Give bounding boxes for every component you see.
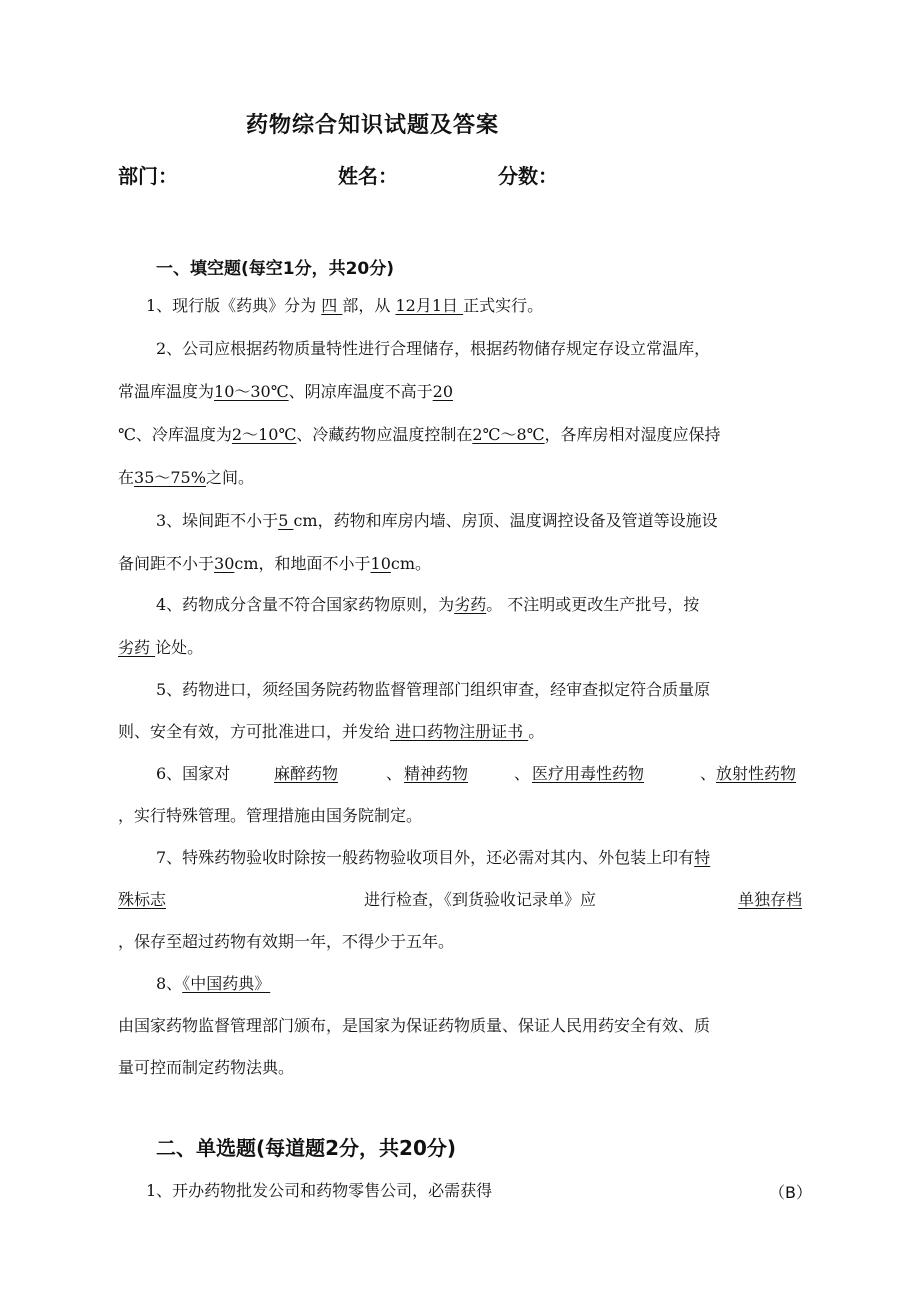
q4-line1: 4、药物成分含量不符合国家药物原则，为劣药。 不注明或更改生产批号，按 [156,595,700,614]
section2-heading: 二、单选题(每道题2分，共20分) [156,1136,457,1160]
q7-line3: ，保存至超过药物有效期一年，不得少于五年。 [118,932,455,951]
dept-label: 部门： [118,164,178,188]
q6-blank-radioactive: 放射性药物 [716,764,797,783]
page-title: 药物综合知识试题及答案 [246,113,500,138]
q6-blank-toxic: 医疗用毒性药物 [532,764,645,783]
s2-q1-answer: （B） [769,1183,812,1202]
q3-line2: 备间距不小于30cm，和地面不小于10cm。 [118,554,432,573]
q8-line3: 量可控而制定药物法典。 [118,1058,295,1077]
q6-line2: ，实行特殊管理。管理措施由国务院制定。 [118,806,423,825]
q7-line2-mid: 进行检查，《到货验收记录单》应 [364,890,597,909]
q2-line4: 在35～75%之间。 [118,468,254,487]
s2-q1-text: 1、开办药物批发公司和药物零售公司，必需获得 [146,1181,493,1200]
q6-sep2: 、 [514,764,531,783]
q7-blank-mark: 殊标志 [118,890,167,909]
q7-line1: 7、特殊药物验收时除按一般药物验收项目外，还必需对其内、外包装上印有特 [156,848,711,867]
q6-blank-narcotic: 麻醉药物 [274,764,339,783]
q5-line2: 则、安全有效，方可批准进口，并发给 进口药物注册证书 。 [118,722,545,741]
q7-blank-archive: 单独存档 [738,890,803,909]
q6-sep3: 、 [700,764,717,783]
q1-line: 1、现行版《药典》分为 四 部，从 12月1日 正式实行。 [146,296,544,315]
q8-line2: 由国家药物监督管理部门颁布，是国家为保证药物质量、保证人民用药安全有效、质 [118,1016,711,1035]
q4-line2: 劣药 论处。 [118,638,204,657]
q2-line2: 常温库温度为10～30℃、阴凉库温度不高于20 [118,382,454,401]
score-label: 分数： [498,164,558,188]
q5-line1: 5、药物进口，须经国务院药物监督管理部门组织审查，经审查拟定符合质量原 [156,680,711,699]
q2-line1: 2、公司应根据药物质量特性进行合理储存，根据药物储存规定存设立常温库， [156,339,711,358]
q8-line1: 8、《中国药典》 [156,974,271,993]
q6-sep1: 、 [386,764,403,783]
q2-line3: ℃、冷库温度为2～10℃、冷藏药物应温度控制在2℃～8℃，各库房相对湿度应保持 [118,425,721,444]
q6-blank-psychotropic: 精神药物 [404,764,469,783]
name-label: 姓名： [338,164,398,188]
q3-line1: 3、垛间距不小于5 cm，药物和库房内墙、房顶、温度调控设备及管道等设施设 [156,511,718,530]
q6-prefix: 6、国家对 [156,764,231,783]
section1-heading: 一、填空题(每空1分，共20分) [156,259,395,279]
